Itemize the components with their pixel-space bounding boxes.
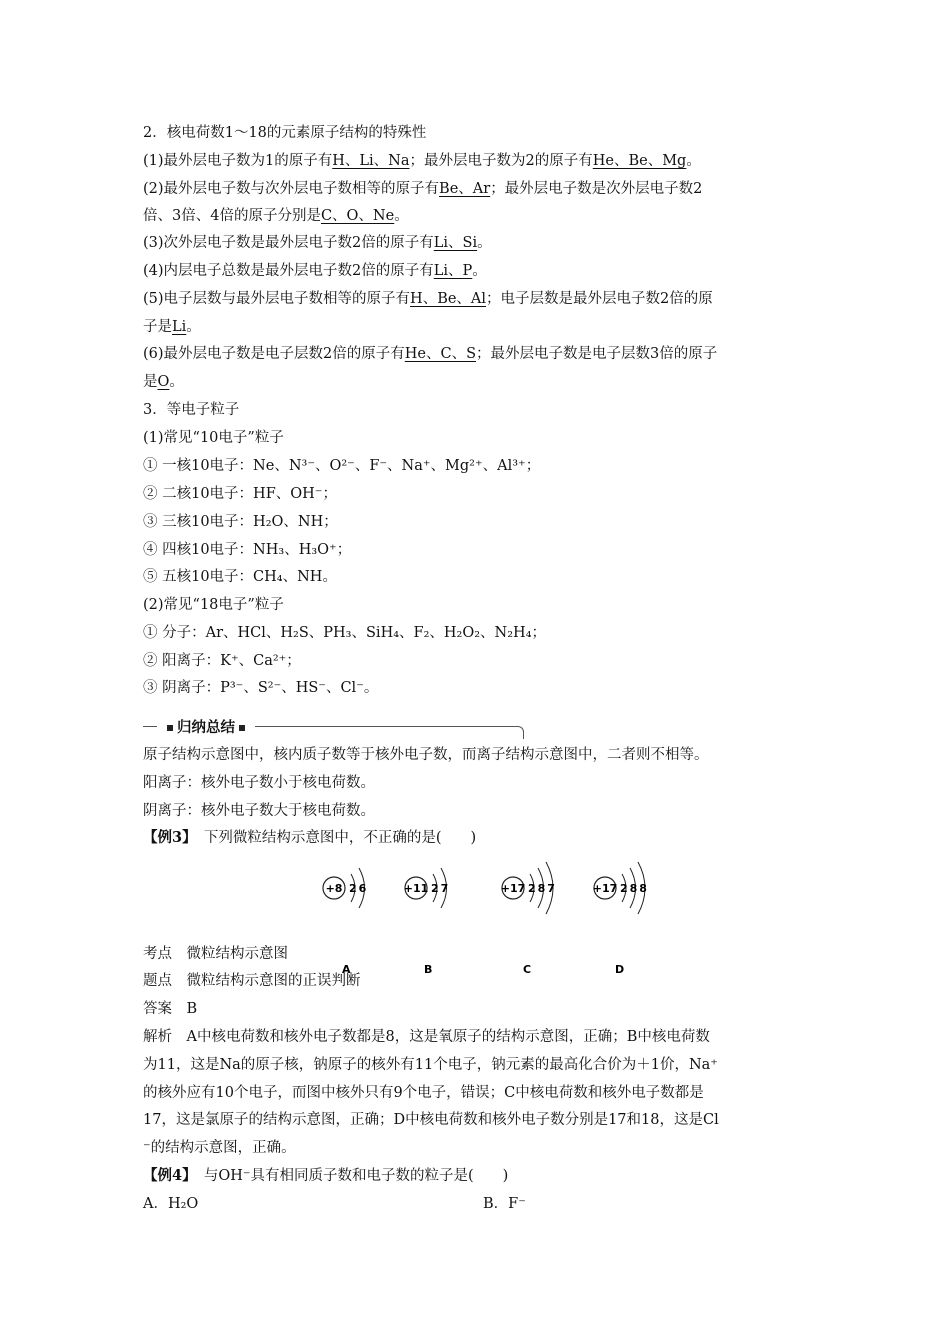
diagram-label: B bbox=[424, 963, 433, 976]
list-item: ② 二核10电子：HF、OH⁻； bbox=[143, 486, 337, 502]
list-item: ③ 阴离子：P³⁻、S²⁻、HS⁻、Cl⁻。 bbox=[143, 680, 379, 696]
answer-blank: H、Be、Al bbox=[410, 291, 487, 307]
diagram-label: C bbox=[523, 963, 532, 976]
list-item: ③ 三核10电子：H₂O、NH； bbox=[143, 514, 338, 530]
diagram-b bbox=[404, 868, 451, 976]
rule-5 bbox=[143, 289, 713, 309]
section-2-title: 2．核电荷数1～18的元素原子结构的特殊性 bbox=[143, 125, 427, 141]
structure-diagrams bbox=[300, 848, 670, 976]
summary-text: 阴离子：核外电子数大于核电荷数。 bbox=[143, 803, 375, 819]
diagram-label: D bbox=[615, 963, 625, 976]
text: ；最外层电子数是电子层数3倍的原子 bbox=[476, 346, 718, 362]
electron-counts: 287 bbox=[528, 882, 557, 895]
diagram-c bbox=[501, 862, 557, 976]
nucleus-charge: +17 bbox=[592, 882, 618, 895]
nucleus-charge: +8 bbox=[325, 882, 343, 895]
answer: 答案 B bbox=[143, 1001, 198, 1017]
electron-counts: 27 bbox=[431, 882, 451, 895]
explanation-line: 解析 A中核电荷数和核外电子数都是8，这是氧原子的结构示意图，正确；B中核电荷数 bbox=[143, 1029, 710, 1045]
example-tag: 【例3】 bbox=[143, 829, 190, 846]
text: 。 bbox=[472, 263, 487, 279]
answer-blank: Li、P bbox=[433, 263, 473, 279]
answer-blank: Li、Si bbox=[433, 235, 478, 251]
tidian: 题点 微粒结构示意图的正误判断 bbox=[143, 973, 361, 989]
nucleus-charge: +11 bbox=[403, 882, 429, 895]
section-3-title: 3．等电子粒子 bbox=[143, 402, 240, 418]
text: ；电子层数是最外层电子数2倍的原 bbox=[486, 291, 713, 307]
answer-blank: He、C、S bbox=[404, 346, 477, 362]
nucleus-charge: +17 bbox=[500, 882, 526, 895]
answer-blank: Be、Ar bbox=[439, 181, 491, 197]
answer-blank: O bbox=[157, 374, 170, 390]
rule-2-cont bbox=[143, 206, 409, 226]
rule-6-cont bbox=[143, 372, 184, 392]
summary-title bbox=[157, 716, 255, 737]
rule-2 bbox=[143, 179, 702, 199]
answer-blank: He、Be、Mg bbox=[592, 153, 687, 169]
example-tag: 【例4】 bbox=[143, 1167, 190, 1184]
text: 。 bbox=[394, 208, 409, 224]
text: 子是 bbox=[143, 319, 172, 335]
electron-counts: 288 bbox=[620, 882, 649, 895]
answer-blank: H、Li、Na bbox=[332, 153, 410, 169]
diagram-d bbox=[593, 862, 649, 976]
subsection-10-electron: (1)常见“10电子”粒子 bbox=[143, 430, 284, 446]
text: (4)内层电子总数是最外层电子数2倍的原子有 bbox=[143, 263, 434, 279]
text: 。 bbox=[186, 319, 201, 335]
explanation-line: 17，这是氯原子的结构示意图，正确；D中核电荷数和核外电子数分别是17和18，这是Cl bbox=[143, 1112, 719, 1128]
text: (3)次外层电子数是最外层电子数2倍的原子有 bbox=[143, 235, 434, 251]
subsection-18-electron: (2)常见“18电子”粒子 bbox=[143, 597, 284, 613]
text: ；最外层电子数为2的原子有 bbox=[409, 153, 593, 169]
example-4-question bbox=[143, 1166, 508, 1186]
text: 。 bbox=[169, 374, 184, 390]
text: 倍、3倍、4倍的原子分别是 bbox=[143, 208, 321, 224]
list-item: ② 阳离子：K⁺、Ca²⁺； bbox=[143, 653, 301, 669]
answer-blank: C、O、Ne bbox=[320, 208, 395, 224]
square-bullet-icon bbox=[239, 725, 245, 731]
text: ；最外层电子数是次外层电子数2 bbox=[490, 181, 703, 197]
summary-heading-text: 归纳总结 bbox=[177, 720, 235, 736]
summary-text: 阳离子：核外电子数小于核电荷数。 bbox=[143, 775, 375, 791]
text: (1)最外层电子数为1的原子有 bbox=[143, 153, 333, 169]
list-item: ⑤ 五核10电子：CH₄、NH。 bbox=[143, 569, 337, 585]
explanation-line: 的核外应有10个电子，而图中核外只有9个电子，错误；C中核电荷数和核外电子数都是 bbox=[143, 1085, 704, 1101]
list-item: ④ 四核10电子：NH₃、H₃O⁺； bbox=[143, 542, 352, 558]
question-text: 与OH⁻具有相同质子数和电子数的粒子是( ) bbox=[203, 1168, 509, 1184]
text: (5)电子层数与最外层电子数相等的原子有 bbox=[143, 291, 411, 307]
text: 。 bbox=[686, 153, 701, 169]
option-b: B．F⁻ bbox=[483, 1196, 526, 1212]
rule-1 bbox=[143, 151, 701, 171]
explanation-line: ⁻的结构示意图，正确。 bbox=[143, 1140, 296, 1156]
rule-6 bbox=[143, 344, 717, 364]
answer-blank: Li bbox=[172, 319, 187, 335]
rule-5-cont bbox=[143, 317, 201, 337]
example-3-question bbox=[143, 828, 476, 848]
explanation-line: 为11，这是Na的原子核，钠原子的核外有11个电子，钠元素的最高化合价为＋1价，Na⁺ bbox=[143, 1057, 718, 1073]
summary-text: 原子结构示意图中，核内质子数等于核外电子数，而离子结构示意图中，二者则不相等。 bbox=[143, 747, 709, 763]
text: (6)最外层电子数是电子层数2倍的原子有 bbox=[143, 346, 405, 362]
text: 。 bbox=[477, 235, 492, 251]
text: (2)最外层电子数与次外层电子数相等的原子有 bbox=[143, 181, 440, 197]
rule-3 bbox=[143, 233, 492, 253]
diagram-label: A bbox=[342, 963, 351, 976]
square-bullet-icon bbox=[167, 725, 173, 731]
electron-counts: 26 bbox=[349, 882, 369, 895]
diagram-a bbox=[323, 868, 368, 976]
rule-4 bbox=[143, 261, 487, 281]
question-text: 下列微粒结构示意图中，不正确的是( ) bbox=[203, 830, 477, 846]
option-a: A．H₂O bbox=[143, 1196, 199, 1212]
list-item: ① 分子：Ar、HCl、H₂S、PH₃、SiH₄、F₂、H₂O₂、N₂H₄； bbox=[143, 625, 547, 641]
text: 是 bbox=[143, 374, 158, 390]
summary-heading bbox=[143, 719, 525, 741]
kaodian: 考点 微粒结构示意图 bbox=[143, 946, 288, 962]
list-item: ① 一核10电子：Ne、N³⁻、O²⁻、F⁻、Na⁺、Mg²⁺、Al³⁺； bbox=[143, 458, 541, 474]
